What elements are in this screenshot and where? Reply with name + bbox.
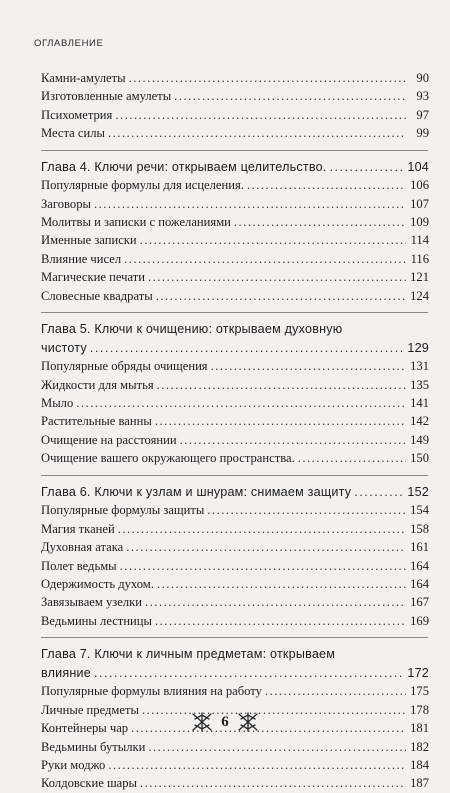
divider <box>41 637 428 638</box>
toc-entry: Ведьмины бутылки ..... 182 <box>41 738 429 756</box>
toc-entry: Популярные формулы влияния на работу ..... 175 <box>41 682 429 700</box>
toc-entry: Мыло ..... 141 <box>41 394 429 412</box>
toc-group <box>41 69 429 143</box>
toc-entry: Полет ведьмы ..... 164 <box>41 557 429 575</box>
toc-entry: Растительные ванны ..... 142 <box>41 412 429 430</box>
toc-entry: Места силы ..... 99 <box>41 124 429 142</box>
toc-entry: Популярные формулы для исцеления. ..... 106 <box>41 176 429 194</box>
toc-entry: Камни-амулеты ..... 90 <box>41 69 429 87</box>
toc-entry: Психометрия ..... 97 <box>41 106 429 124</box>
toc-entry: Контейнеры чар ..... 181 <box>41 719 429 737</box>
toc-entry: Заговоры ..... 107 <box>41 195 429 213</box>
chapter-heading: Глава 4. Ключи речи: открываем целительство. ..... 104 <box>41 158 429 177</box>
page-footer <box>0 712 450 732</box>
toc-entry: Словесные квадраты ..... 124 <box>41 287 429 305</box>
divider <box>41 475 428 476</box>
toc-entry: Очищение вашего окружающего пространства. ..... 150 <box>41 449 429 467</box>
toc-entry: Именные записки ..... 114 <box>41 231 429 249</box>
toc-group <box>41 483 429 630</box>
toc-entry: Молитвы и записки с пожеланиями ..... 109 <box>41 213 429 231</box>
chapter-heading: Глава 7. Ключи к личным предметам: открываем влияние ..... 172 <box>41 645 429 682</box>
divider <box>41 150 428 151</box>
toc-entry: Очищение на расстоянии ..... 149 <box>41 431 429 449</box>
toc-entry: Ведьмины лестницы ..... 169 <box>41 612 429 630</box>
toc-entry: Одержимость духом. ..... 164 <box>41 575 429 593</box>
toc-entry: Магические печати ..... 121 <box>41 268 429 286</box>
toc-group <box>41 158 429 305</box>
running-head: ОГЛАВЛЕНИЕ <box>34 38 104 49</box>
toc-group <box>41 320 429 468</box>
toc-entry: Жидкости для мытья ..... 135 <box>41 376 429 394</box>
divider <box>41 312 428 313</box>
toc-entry: Духовная атака ..... 161 <box>41 538 429 556</box>
table-of-contents <box>41 69 429 793</box>
toc-entry: Влияние чисел ..... 116 <box>41 250 429 268</box>
toc-entry: Руки моджо ..... 184 <box>41 756 429 774</box>
toc-entry: Популярные формулы защиты ..... 154 <box>41 501 429 519</box>
toc-entry: Магия тканей ..... 158 <box>41 520 429 538</box>
toc-entry: Изготовленные амулеты ..... 93 <box>41 87 429 105</box>
toc-entry: Завязываем узелки ..... 167 <box>41 593 429 611</box>
toc-entry: Популярные обряды очищения ..... 131 <box>41 357 429 375</box>
toc-entry: Колдовские шары ..... 187 <box>41 774 429 792</box>
star-rune-ornament-icon <box>191 712 213 732</box>
chapter-heading: Глава 5. Ключи к очищению: открываем духовную чистоту ..... 129 <box>41 320 429 357</box>
star-rune-ornament-icon <box>237 712 259 732</box>
page-number: 6 <box>221 713 229 730</box>
toc-entry: Личные предметы ..... 178 <box>41 701 429 719</box>
chapter-heading: Глава 6. Ключи к узлам и шнурам: снимаем защиту ..... 152 <box>41 483 429 502</box>
